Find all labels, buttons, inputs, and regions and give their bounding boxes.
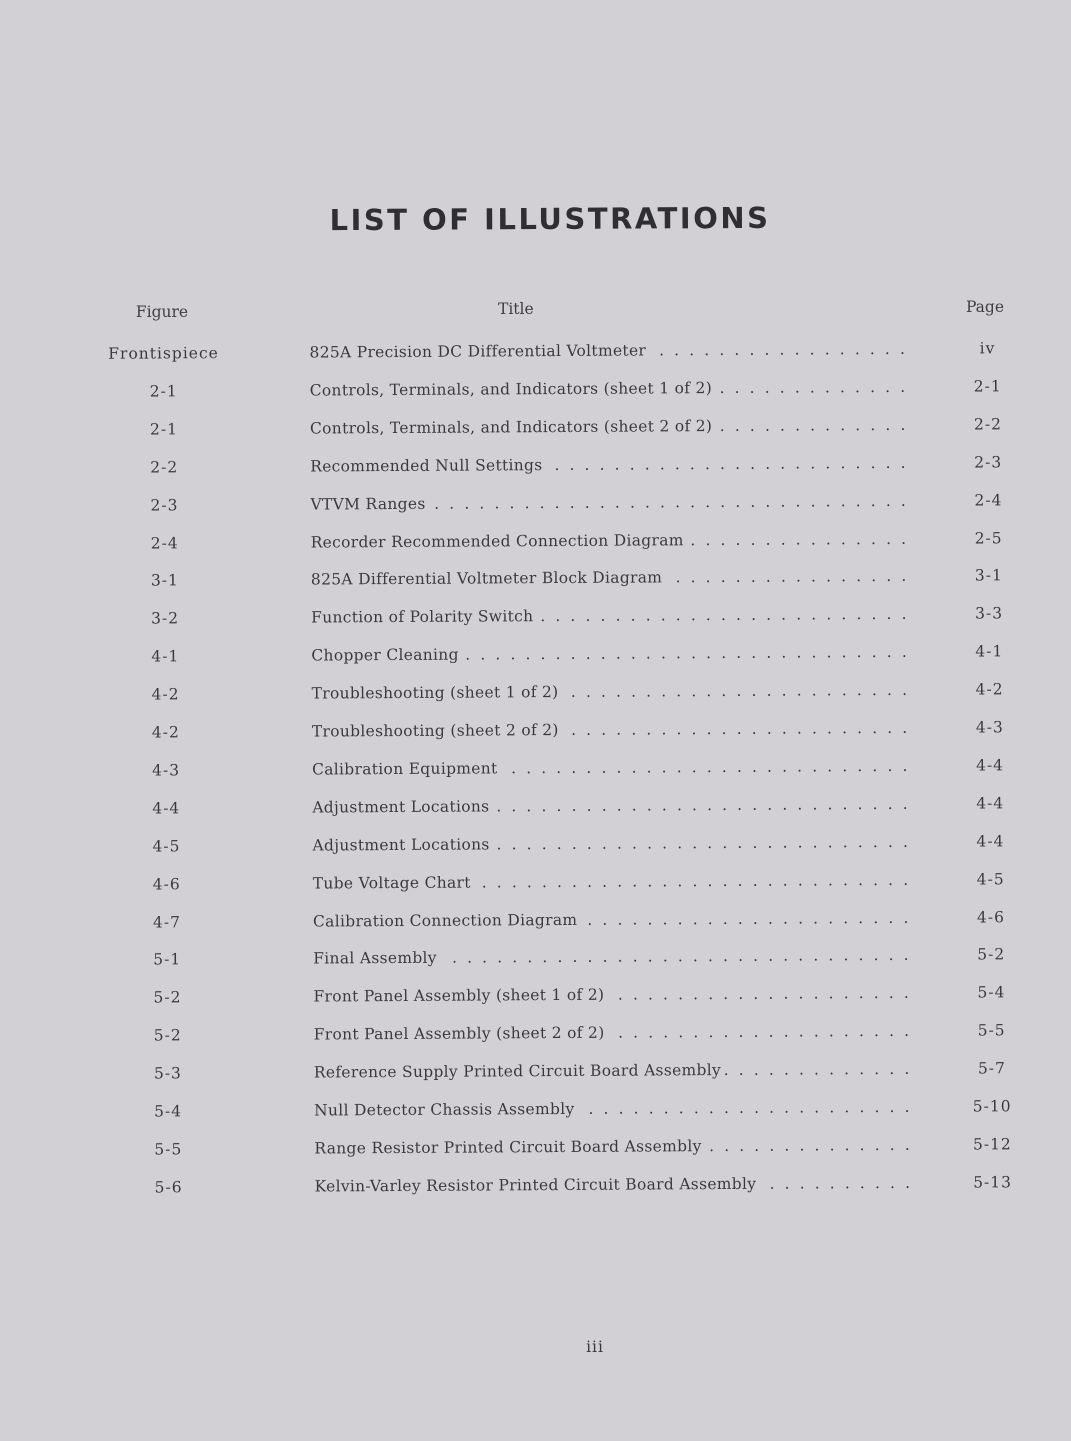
- list-item: [0, 490, 1070, 521]
- entry-title-leader: [310, 491, 908, 513]
- list-item: [0, 339, 1069, 370]
- figure-number: Frontispiece: [108, 344, 219, 363]
- page-reference: 2-5: [974, 528, 1003, 547]
- entry-title-leader: [311, 529, 909, 551]
- figure-number: 3-2: [151, 609, 180, 628]
- figure-number: 5-4: [154, 1102, 183, 1121]
- entry-title: Null Detector Chassis Assembly: [314, 1100, 579, 1120]
- entry-title: Recorder Recommended Connection Diagram: [311, 531, 688, 551]
- list-item: [0, 604, 1070, 635]
- entry-title: Adjustment Locations: [312, 835, 493, 854]
- figure-number: 2-3: [150, 495, 179, 515]
- figure-number: 5-6: [154, 1178, 183, 1197]
- figure-number: 5-5: [154, 1140, 183, 1159]
- page-title: LIST OF ILLUSTRATIONS: [329, 200, 771, 238]
- entry-title: Kelvin-Varley Resistor Printed Circuit Board Assembly: [315, 1175, 761, 1196]
- entry-title: Controls, Terminals, and Indicators (sheet 1 of 2): [310, 379, 716, 399]
- page-reference: 2-1: [973, 377, 1002, 396]
- figure-number: 4-1: [151, 647, 180, 666]
- entry-title-leader: [313, 946, 911, 968]
- list-item: [1, 945, 1071, 976]
- figure-number: 5-1: [153, 950, 182, 969]
- entry-title-leader: [312, 719, 910, 741]
- figure-number: 3-1: [150, 571, 179, 590]
- entry-title: Troubleshooting (sheet 2 of 2): [312, 721, 563, 741]
- entry-title: Front Panel Assembly (sheet 1 of 2): [313, 986, 608, 1006]
- figure-number: 2-1: [149, 382, 178, 401]
- figure-column-header: Figure: [135, 303, 189, 321]
- entry-title-leader: [313, 870, 911, 892]
- entry-title: Controls, Terminals, and Indicators (sheet 2 of 2): [310, 417, 716, 437]
- page-number: iii: [586, 1338, 604, 1356]
- entry-title: VTVM Ranges: [310, 494, 429, 513]
- entry-title: Chopper Cleaning: [311, 646, 463, 665]
- figure-number: 5-2: [153, 1026, 182, 1045]
- figure-number: 5-3: [153, 1064, 182, 1083]
- page-reference: 5-2: [977, 945, 1006, 964]
- entry-title-leader: [309, 340, 907, 362]
- entry-title: 825A Precision DC Differential Voltmeter: [309, 341, 650, 361]
- page-reference: 2-4: [974, 490, 1003, 510]
- entry-title-leader: [310, 416, 908, 438]
- page-reference: 3-1: [974, 566, 1003, 585]
- figure-number: 4-5: [152, 837, 181, 856]
- list-item: [0, 566, 1070, 597]
- entry-title: Front Panel Assembly (sheet 2 of 2): [314, 1024, 609, 1044]
- page-reference: 5-5: [977, 1021, 1006, 1040]
- list-item: [1, 907, 1071, 938]
- page-reference: 5-13: [973, 1173, 1013, 1192]
- list-item: [0, 642, 1070, 673]
- entry-title: Calibration Connection Diagram: [313, 910, 581, 930]
- page-reference: 4-3: [975, 718, 1004, 737]
- figure-number: 5-2: [153, 988, 182, 1007]
- entry-title-leader: [314, 1098, 912, 1120]
- figure-number: 4-2: [151, 685, 180, 704]
- list-item: [0, 794, 1071, 825]
- list-item: [0, 756, 1071, 787]
- page-reference: 2-3: [974, 452, 1003, 472]
- figure-number: 2-1: [149, 420, 179, 439]
- figure-number: 2-2: [150, 458, 179, 477]
- list-item: [1, 869, 1071, 900]
- list-item: [0, 718, 1071, 749]
- page-reference: 4-6: [976, 907, 1006, 926]
- page-column-header: Page: [965, 298, 1005, 316]
- entry-title: Final Assembly: [313, 949, 441, 968]
- title-column-header: Title: [498, 300, 534, 318]
- figure-number: 4-7: [152, 912, 182, 931]
- page-reference: 5-4: [977, 983, 1006, 1002]
- figure-number: 4-2: [151, 723, 180, 742]
- page-reference: 5-7: [977, 1059, 1006, 1078]
- figure-number: 2-4: [150, 533, 179, 552]
- list-item: [0, 680, 1071, 711]
- list-item: [2, 1097, 1071, 1128]
- entry-title-leader: [311, 567, 909, 589]
- list-item: [0, 453, 1069, 484]
- entry-title: Recommended Null Settings: [310, 456, 546, 475]
- entry-title: 825A Differential Voltmeter Block Diagram: [311, 569, 666, 589]
- entry-title-leader: [310, 378, 908, 400]
- list-item: [3, 1173, 1071, 1204]
- entry-title-leader: [311, 643, 909, 665]
- entry-title-leader: [314, 1136, 912, 1158]
- entry-title-leader: [312, 795, 910, 817]
- entry-title: Adjustment Locations: [312, 797, 493, 816]
- figure-number: 4-4: [152, 799, 181, 818]
- entry-title-leader: [311, 605, 909, 627]
- list-item: [2, 1135, 1071, 1166]
- list-item: [0, 377, 1069, 408]
- entry-title-leader: [313, 984, 911, 1006]
- list-item: [1, 983, 1071, 1014]
- page-reference: 5-10: [972, 1097, 1012, 1116]
- entry-title-leader: [310, 454, 908, 476]
- entry-title: Troubleshooting (sheet 1 of 2): [312, 683, 563, 703]
- list-item: [0, 528, 1070, 559]
- entry-title: Reference Supply Printed Circuit Board Assembly: [314, 1061, 725, 1082]
- page-reference: 5-12: [972, 1135, 1012, 1154]
- list-item: [0, 832, 1071, 863]
- entry-title-leader: [312, 757, 910, 779]
- page-reference: 4-2: [975, 680, 1004, 699]
- entry-title: Calibration Equipment: [312, 759, 502, 778]
- entry-title: Range Resistor Printed Circuit Board Assembly: [314, 1137, 705, 1157]
- list-item: [2, 1059, 1071, 1090]
- entry-title-leader: [314, 1060, 912, 1082]
- entry-title-leader: [315, 1174, 913, 1196]
- page-reference: 4-4: [976, 794, 1005, 813]
- entry-title-leader: [312, 833, 910, 855]
- entry-title-leader: [314, 1022, 912, 1044]
- page-reference: iv: [979, 339, 996, 358]
- list-item: [2, 1021, 1071, 1052]
- figure-number: 4-6: [152, 874, 181, 894]
- entry-title-leader: [312, 681, 910, 703]
- page-reference: 4-5: [976, 869, 1005, 889]
- figure-number: 4-3: [152, 761, 181, 780]
- page-reference: 3-3: [975, 604, 1004, 623]
- page-reference: 4-4: [976, 756, 1005, 775]
- page-reference: 2-2: [973, 415, 1002, 434]
- list-item: [0, 415, 1069, 446]
- page-reference: 4-4: [976, 831, 1005, 851]
- entry-title: Tube Voltage Chart: [313, 873, 475, 892]
- entry-title-leader: [313, 908, 911, 930]
- entry-title: Function of Polarity Switch: [311, 607, 537, 626]
- page-reference: 4-1: [975, 642, 1004, 661]
